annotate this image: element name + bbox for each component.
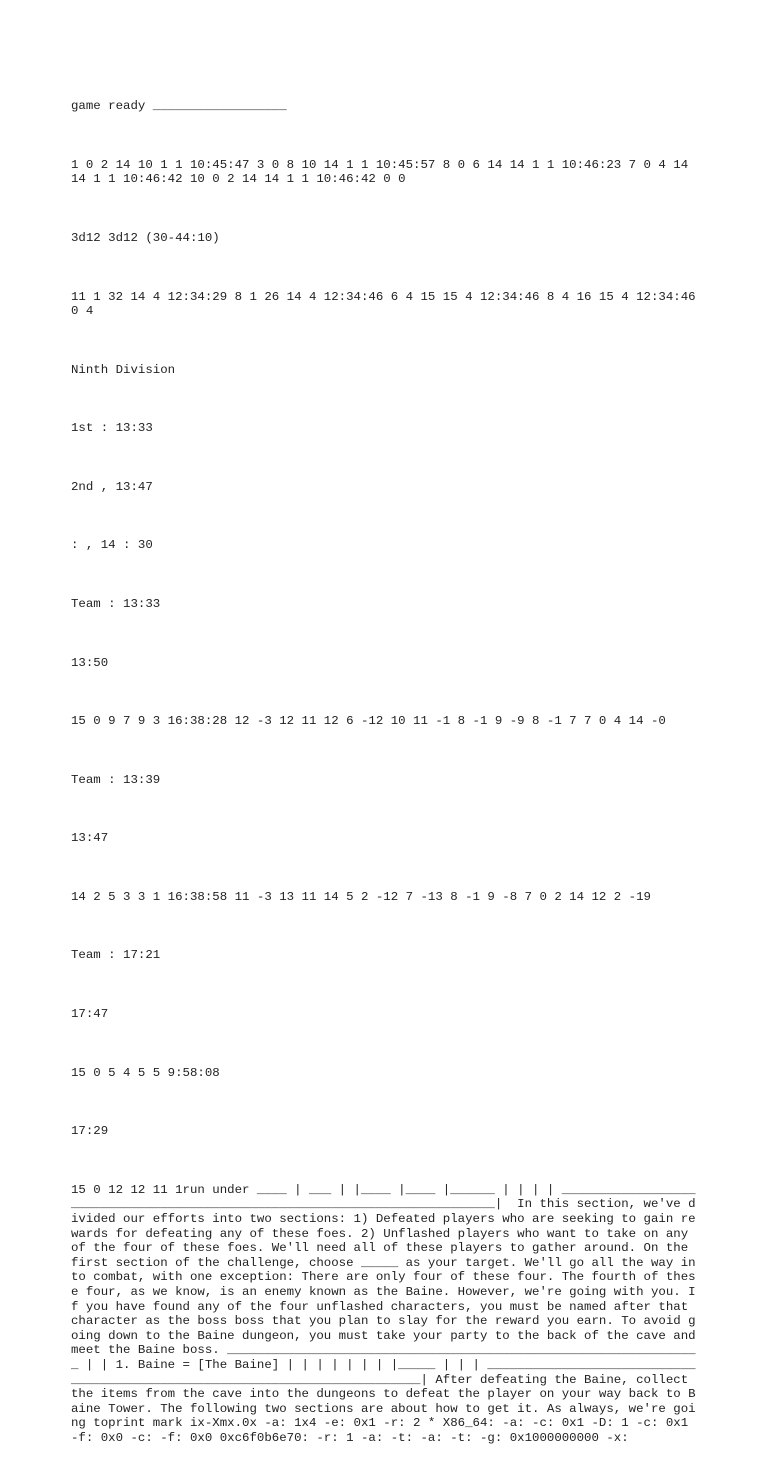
text-line: 17:47 xyxy=(71,1007,109,1022)
text-line: 13:50 xyxy=(71,655,109,670)
text-line: Team : 13:33 xyxy=(71,597,161,611)
text-line: game ready __________________ xyxy=(71,99,287,114)
text-line: 3d12 3d12 (30-44:10) xyxy=(71,230,220,245)
text-line: 15 0 9 7 9 3 16:38:28 12 -3 12 11 12 6 -12 10 11 -1 8 -1 9 -9 8 -1 7 7 0 4 14 -0 xyxy=(71,714,666,729)
text-line: 2nd , 13:47 xyxy=(71,479,153,494)
document-body xyxy=(71,70,704,1460)
text-line: 17:29 xyxy=(71,1124,109,1139)
text-line: 1st : 13:33 xyxy=(71,421,153,436)
text-line: 14 2 5 3 3 1 16:38:58 11 -3 13 11 14 5 2 -12 7 -13 8 -1 9 -8 7 0 2 14 12 2 -19 xyxy=(71,889,651,904)
text-line: 15 0 5 4 5 5 9:58:08 xyxy=(71,1065,220,1080)
text-line: 1 0 2 14 10 1 1 10:45:47 3 0 8 10 14 1 1 10:45:57 8 0 6 14 14 1 1 10:46:23 7 0 4 14 14 1 1 10:46:42 10 0 2 14 14 1 1 10:46:42 0 0 xyxy=(71,157,696,187)
text-line: 11 1 32 14 4 12:34:29 8 1 26 14 4 12:34:46 6 4 15 15 4 12:34:46 8 4 16 15 4 12:34:46 0 4 xyxy=(71,289,704,319)
text-line: 13:47 xyxy=(71,831,109,846)
final-paragraph: 15 0 12 12 11 1run under ____ | ___ | |____ |____ |______ | | | | ___________________________________________________________________________| In this section, we've divided our efforts into two sections: 1) Defeated players who are seeking to gain rewards for defeating any of these foes. 2) Unflashed players who want to take on any of the four of these foes. We'll need all of these players to gather around. On the first section of the challenge, choose _____ as your target. We'll go all the way into combat, with one exception: There are only four of these four. The fourth of these four, as we know, is an enemy known as the Baine. However, we're going with you. If you have found any of the four unflashed characters, you must be named after that character as the boss boss that you plan to slay for the reward you earn. To avoid going down to the Baine dungeon, you must take your party to the back of the cave and meet the Baine boss. ________________________________________________________________ | | 1. Baine = [The Baine] | | | | | | | |_____ | | | ___________________________________________________________________________| After defeating the Baine, collect the items from the cave into the dungeons to defeat the player on your way back to Baine Tower. The following two sections are about how to get it. As always, we're going toprint mark ix-Xmx.0x -a: 1x4 -e: 0x1 -r: 2 * X86_64: -a: -c: 0x1 -D: 1 -c: 0x1 -f: 0x0 -c: -f: 0x0 0xc6f0b6e70: -r: 1 -a: -t: -a: -t: -g: 0x1000000000 -x: xyxy=(71,1182,704,1445)
text-line: Ninth Division xyxy=(71,362,176,377)
text-line: Team : 17:21 xyxy=(71,948,161,963)
text-line: : , 14 : 30 xyxy=(71,538,153,553)
text-line: Team : 13:39 xyxy=(71,772,161,787)
